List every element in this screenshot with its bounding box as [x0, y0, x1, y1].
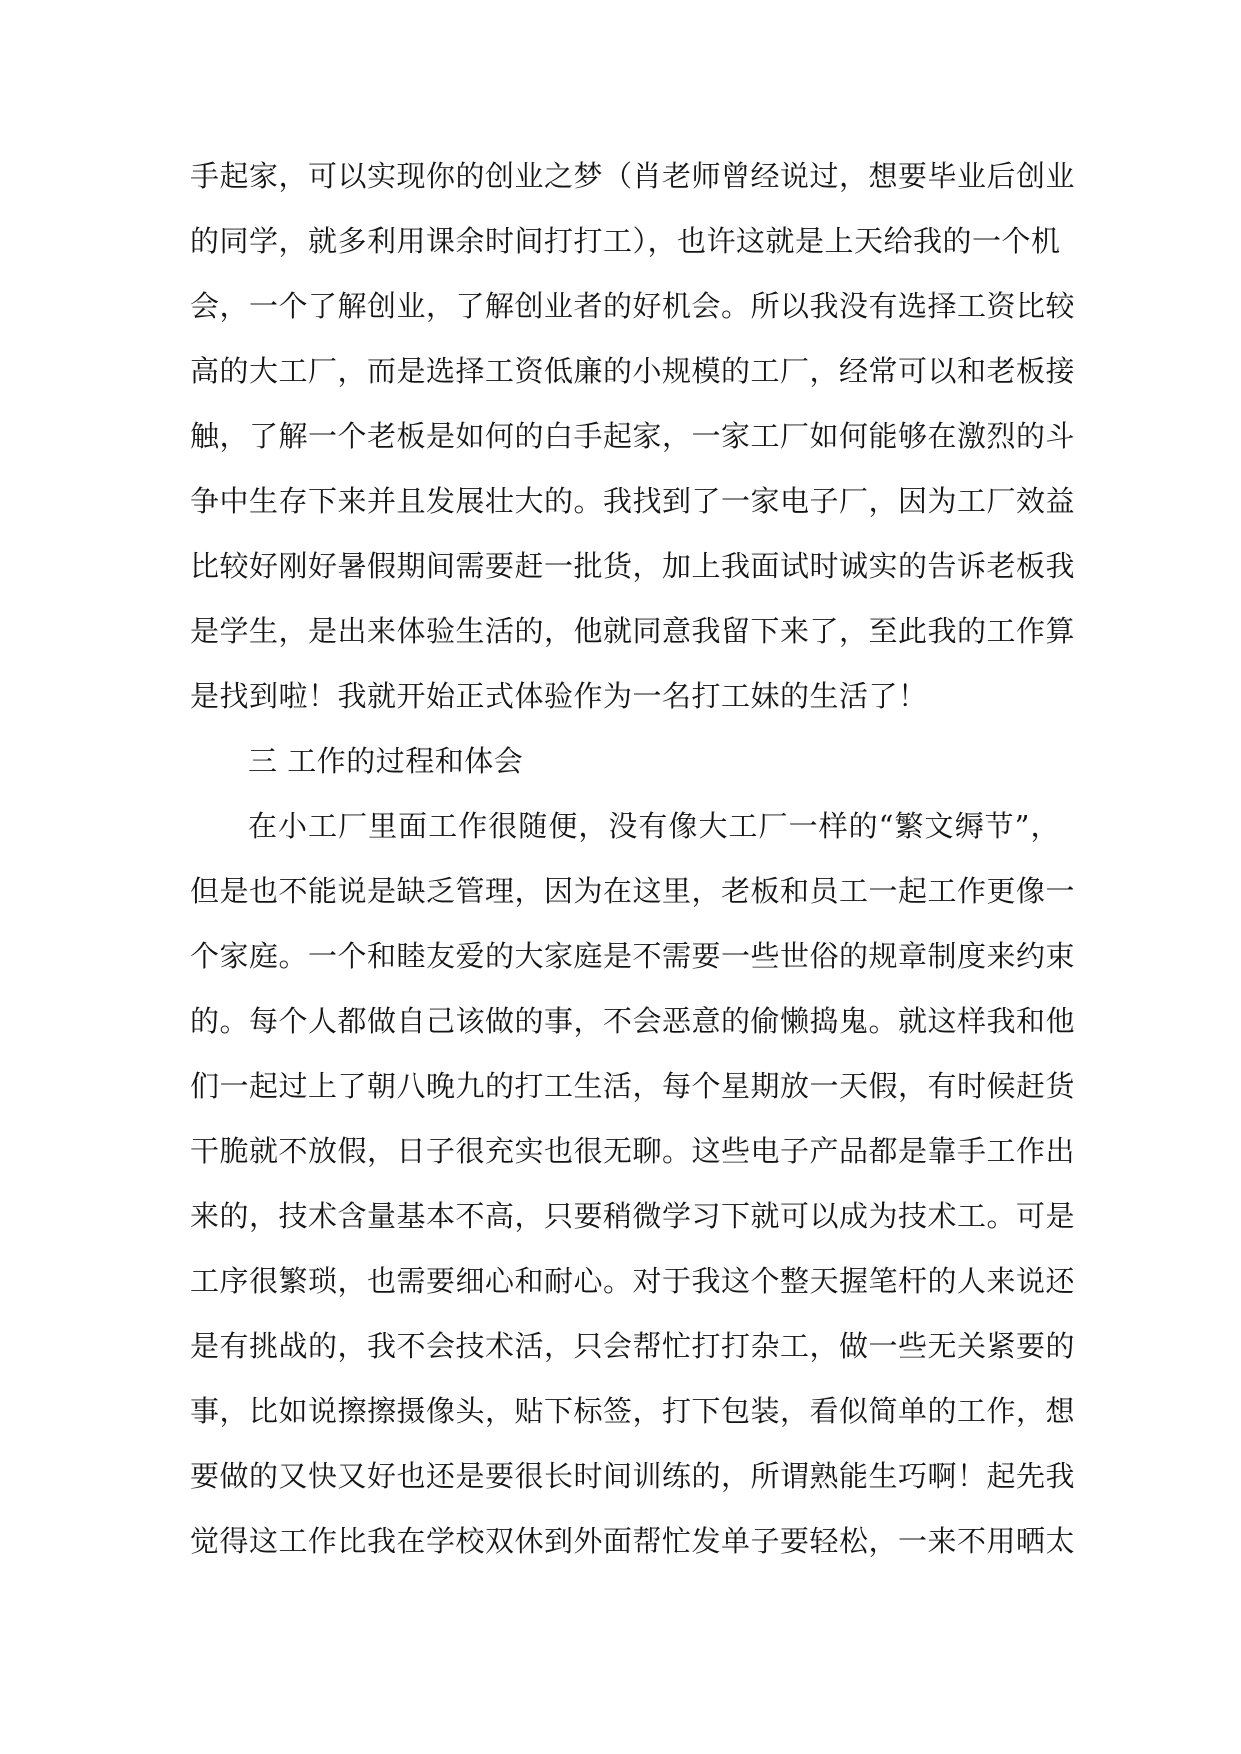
text-line: 工序很繁琐，也需要细心和耐心。对于我这个整天握笔杆的人来说还 [190, 1264, 1076, 1298]
text-line: 们一起过上了朝八晚九的打工生活，每个星期放一天假，有时候赶货 [190, 1069, 1076, 1103]
text-line: 事，比如说擦擦摄像头，贴下标签，打下包装，看似简单的工作，想 [190, 1394, 1076, 1428]
text-line: 的同学，就多利用课余时间打打工），也许这就是上天给我的一个机 [190, 224, 1061, 258]
text-line: 是有挑战的，我不会技术活，只会帮忙打打杂工，做一些无关紧要的 [190, 1329, 1076, 1363]
text-line: 的。每个人都做自己该做的事，不会恶意的偷懒捣鬼。就这样我和他 [190, 1004, 1076, 1038]
text-line: 个家庭。一个和睦友爱的大家庭是不需要一些世俗的规章制度来约束 [190, 939, 1076, 973]
text-line: 比较好刚好暑假期间需要赶一批货，加上我面试时诚实的告诉老板我 [190, 549, 1076, 583]
text-line: 但是也不能说是缺乏管理，因为在这里，老板和员工一起工作更像一 [190, 874, 1076, 908]
text-line: 觉得这工作比我在学校双休到外面帮忙发单子要轻松，一来不用晒太 [190, 1524, 1076, 1558]
text-line: 会，一个了解创业，了解创业者的好机会。所以我没有选择工资比较 [190, 289, 1076, 323]
text-line: 来的，技术含量基本不高，只要稍微学习下就可以成为技术工。可是 [190, 1199, 1076, 1233]
text-line: 干脆就不放假，日子很充实也很无聊。这些电子产品都是靠手工作出 [190, 1134, 1076, 1168]
text-line: 是找到啦！我就开始正式体验作为一名打工妹的生活了！ [190, 679, 928, 713]
text-line: 高的大工厂，而是选择工资低廉的小规模的工厂，经常可以和老板接 [190, 354, 1076, 388]
text-line: 手起家，可以实现你的创业之梦（肖老师曾经说过，想要毕业后创业 [190, 159, 1076, 193]
text-line: 是学生，是出来体验生活的，他就同意我留下来了，至此我的工作算 [190, 614, 1076, 648]
text-line: 要做的又快又好也还是要很长时间训练的，所谓熟能生巧啊！起先我 [190, 1459, 1076, 1493]
paragraph-first-line: 在小工厂里面工作很随便，没有像大工厂一样的“繁文缛节”， [248, 809, 1060, 843]
text-line: 争中生存下来并且发展壮大的。我找到了一家电子厂，因为工厂效益 [190, 484, 1076, 518]
section-heading: 三 工作的过程和体会 [248, 744, 524, 778]
text-line: 触，了解一个老板是如何的白手起家，一家工厂如何能够在激烈的斗 [190, 419, 1076, 453]
